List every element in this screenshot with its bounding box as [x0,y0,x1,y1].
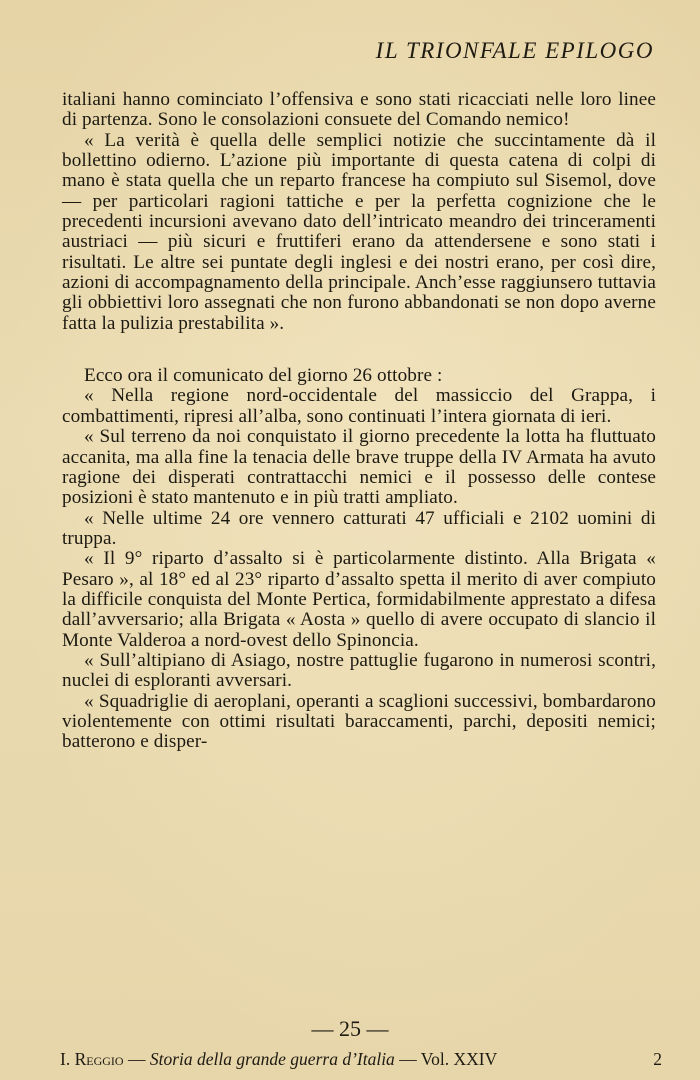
footer-dash: — [127,1049,146,1069]
paragraph: « Sull’altipiano di Asiago, nostre pattuglie fugarono in numerosi scontri, nuclei di esploranti avversari. [62,649,656,692]
body-text [62,90,656,753]
paragraph: « Squadriglie di aeroplani, operanti a scaglioni successivi, bombardarono violentemente con ottimi risultati baraccamenti, parchi, depositi nemici; batterono e disper- [62,690,656,753]
footer-signature: 2 [653,1049,662,1069]
page-number: — 25 — [311,1016,389,1041]
paragraph: « Nella regione nord-occidentale del massiccio del Grappa, i combattimenti, ripresi all’alba, sono continuati l’intera giornata di ieri. [62,385,656,427]
footer-title: Storia della grande guerra d’Italia [149,1049,395,1069]
paragraph: « Sul terreno da noi conquistato il giorno precedente la lotta ha fluttuato accanita, ma alla fine la tenacia delle brave truppe della IV Armata ha avuto ragione dei disperati contrattacchi nemici e il possesso delle contese posizioni è stato mantenuto e in più tratti ampliato. [62,426,656,509]
footer-volume: Vol. XXIV [420,1049,498,1069]
signature-footer [60,1049,662,1070]
paragraph: « Il 9° riparto d’assalto si è particolarmente distinto. Alla Brigata « Pesaro », al 18° ed al 23° riparto d’assalto spetta il merito di aver compiuto la difficile conquista del Monte Pertica, formidabilmente apprestato a difesa dall’avversario; alla Brigata « Aosta » quello di avere occupato di slancio il Monte Valderoa a nord-ovest dello Spinoncia. [62,548,656,651]
running-head: IL TRIONFALE EPILOGO [375,38,654,63]
footer-citation [60,1049,497,1070]
footer-author: I. Reggio [60,1049,124,1069]
footer-dash: — [399,1049,417,1069]
paragraph-gap [62,334,656,366]
paragraph: italiani hanno cominciato l’offensiva e sono stati ricacciati nelle loro linee di partenza. Sono le consolazioni consuete del Comando nemico! [62,89,656,131]
paragraph: Ecco ora il comunicato del giorno 26 ottobre : [84,365,443,387]
paragraph: « Nelle ultime 24 ore vennero catturati 47 ufficiali e 2102 uomini di truppa. [62,507,656,549]
paragraph: « La verità è quella delle semplici notizie che succintamente dà il bollettino odierno. L’azione più importante di questa catena di colpi di mano è stata quella che un reparto francese ha compiuto sul Sisemol, dove — per particolari ragioni tattiche e per la perfetta cognizione che le precedenti incursioni avevano dato dell’intricato meandro dei trinceramenti austriaci — più sicuri e fruttiferi erano da attendersene e sono stati i risultati. Le altre sei puntate degli inglesi e dei nostri erano, per così dire, azioni di accompagnamento della principale. Anch’esse raggiunsero tuttavia gli obbiettivi loro assegnati che non furono abbandonati se non dopo averne fatta la pulizia prestabilita ». [62,129,656,334]
